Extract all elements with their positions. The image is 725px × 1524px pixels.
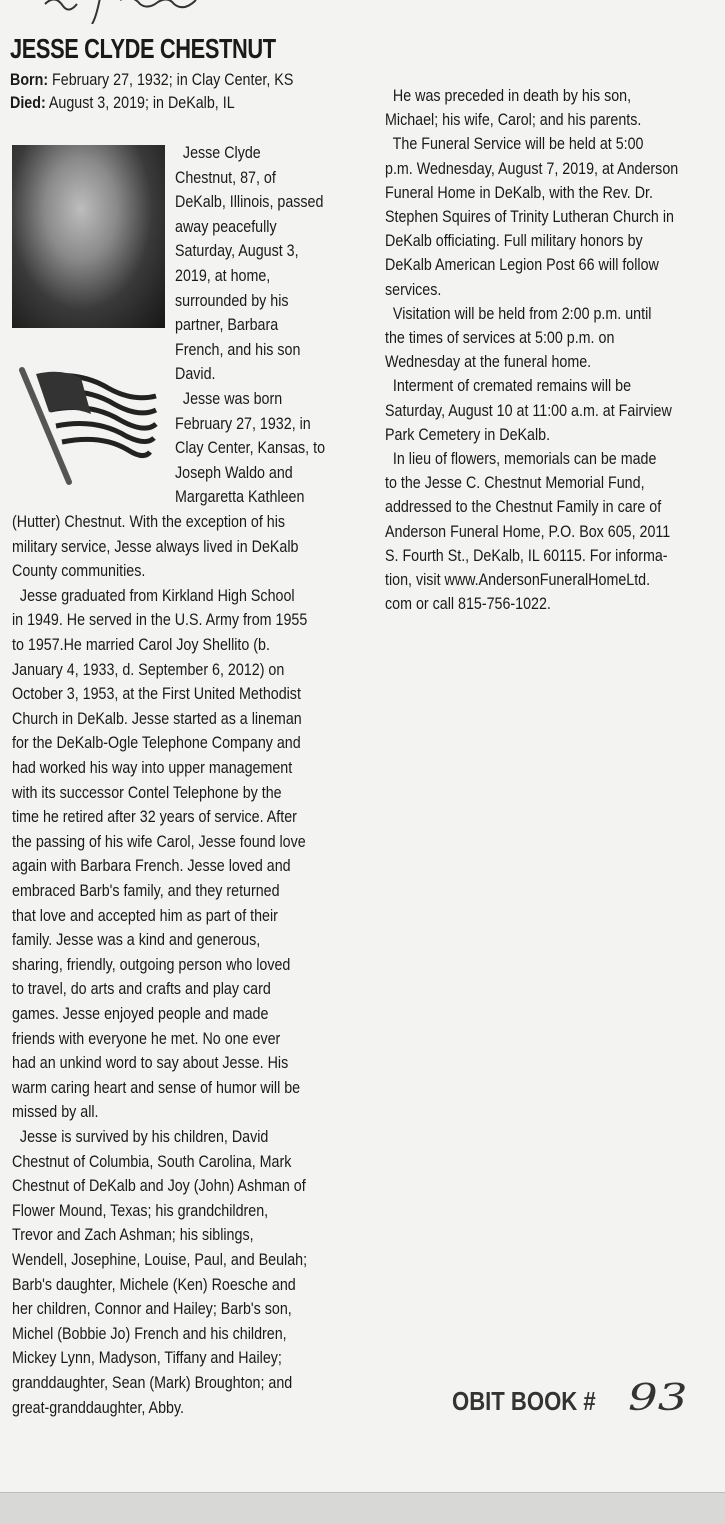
text-line: the passing of his wife Carol, Jesse found love xyxy=(12,831,306,851)
text-line: addressed to the Chestnut Family in care of xyxy=(385,497,662,517)
text-line: 2019, at home, xyxy=(175,266,271,285)
text-line: (Hutter) Chestnut. With the exception of his xyxy=(12,512,286,531)
text-line: In lieu of flowers, memorials can be made xyxy=(385,449,657,468)
text-line: Trevor and Zach Ashman; his siblings, xyxy=(12,1225,254,1245)
text-line: Stephen Squires of Trinity Lutheran Church in xyxy=(385,207,674,226)
text-line: County communities. xyxy=(12,561,146,581)
text-line: DeKalb American Legion Post 66 will follow xyxy=(385,255,659,275)
text-line: granddaughter, Sean (Mark) Broughton; and xyxy=(12,1373,293,1392)
text-line: David. xyxy=(175,364,216,384)
text-line: surrounded by his xyxy=(175,290,289,310)
text-line: Wendell, Josephine, Louise, Paul, and Beulah; xyxy=(12,1250,308,1269)
handwritten-scribble xyxy=(40,0,300,24)
text-line: French, and his son xyxy=(175,339,301,359)
text-line: again with Barbara French. Jesse loved and xyxy=(12,856,291,876)
text-line: Park Cemetery in DeKalb. xyxy=(385,424,551,444)
text-line: warm caring heart and sense of humor will be xyxy=(12,1077,301,1097)
text-line: Flower Mound, Texas; his grandchildren, xyxy=(12,1200,269,1220)
text-line: had an unkind word to say about Jesse. His xyxy=(12,1053,289,1073)
text-line: embraced Barb's family, and they returned xyxy=(12,881,280,900)
text-line: Saturday, August 3, xyxy=(175,241,299,261)
text-line: military service, Jesse always lived in DeKalb xyxy=(12,536,299,556)
text-line: Interment of cremated remains will be xyxy=(385,376,632,396)
text-line: that love and accepted him as part of their xyxy=(12,905,278,925)
text-line: to travel, do arts and crafts and play card xyxy=(12,979,271,999)
text-line: Saturday, August 10 at 11:00 a.m. at Fairview xyxy=(385,400,672,420)
text-line: to the Jesse C. Chestnut Memorial Fund, xyxy=(385,473,645,493)
text-line: January 4, 1933, d. September 6, 2012) on xyxy=(12,659,285,679)
text-line: S. Fourth St., DeKalb, IL 60115. For informa- xyxy=(385,545,668,565)
text-line: p.m. Wednesday, August 7, 2019, at Anderson xyxy=(385,158,679,178)
portrait-photo xyxy=(12,145,165,328)
text-line: had worked his way into upper management xyxy=(12,758,293,777)
text-line: He was preceded in death by his son, xyxy=(385,86,632,105)
text-line: games. Jesse enjoyed people and made xyxy=(12,1004,269,1023)
text-line: October 3, 1953, at the First United Methodist xyxy=(12,684,301,704)
text-line: DeKalb, Illinois, passed xyxy=(175,192,324,212)
text-line: Visitation will be held from 2:00 p.m. until xyxy=(385,303,652,323)
text-line: missed by all. xyxy=(12,1102,99,1122)
text-line: for the DeKalb-Ogle Telephone Company and xyxy=(12,733,301,753)
text-line: Anderson Funeral Home, P.O. Box 605, 2011 xyxy=(385,521,671,541)
text-line: services. xyxy=(385,279,442,299)
obit-book-label: OBIT BOOK # xyxy=(452,1386,596,1416)
text-line: Michel (Bobbie Jo) French and his children, xyxy=(12,1323,287,1343)
obit-book-number: 93 xyxy=(628,1378,688,1419)
text-line: family. Jesse was a kind and generous, xyxy=(12,930,261,950)
text-line: Jesse was born xyxy=(175,389,283,408)
text-line: Chestnut of Columbia, South Carolina, Mark xyxy=(12,1151,292,1171)
born-value: February 27, 1932; in Clay Center, KS xyxy=(48,70,294,89)
obituary-name: JESSE CLYDE CHESTNUT xyxy=(10,33,276,64)
text-line: partner, Barbara xyxy=(175,315,279,335)
text-line: her children, Connor and Hailey; Barb's son, xyxy=(12,1299,292,1319)
text-line: in 1949. He served in the U.S. Army from 1955 xyxy=(12,610,308,630)
text-line: with its successor Contel Telephone by the xyxy=(12,782,282,802)
text-line: the times of services at 5:00 p.m. on xyxy=(385,328,615,347)
text-line: Chestnut of DeKalb and Joy (John) Ashman of xyxy=(12,1176,306,1196)
text-line: to 1957.He married Carol Joy Shellito (b. xyxy=(12,635,270,654)
text-line: Jesse is survived by his children, David xyxy=(12,1127,269,1146)
text-line: Funeral Home in DeKalb, with the Rev. Dr. xyxy=(385,182,653,202)
text-line: great-granddaughter, Abby. xyxy=(12,1397,185,1417)
died-line xyxy=(10,93,235,113)
text-line: Church in DeKalb. Jesse started as a lineman xyxy=(12,708,302,728)
text-line: com or call 815-756-1022. xyxy=(385,594,551,614)
died-label: Died: xyxy=(10,93,46,112)
text-line: Joseph Waldo and xyxy=(175,462,293,482)
born-label: Born: xyxy=(10,70,49,89)
american-flag-icon xyxy=(14,360,159,490)
text-line: Barb's daughter, Michele (Ken) Roesche and xyxy=(12,1274,296,1294)
died-value: August 3, 2019; in DeKalb, IL xyxy=(45,93,235,112)
text-line: Jesse Clyde xyxy=(175,143,261,162)
scan-bottom-edge xyxy=(0,1492,725,1524)
text-line: February 27, 1932, in xyxy=(175,413,311,433)
text-line: friends with everyone he met. No one ever xyxy=(12,1028,281,1048)
text-line: Jesse graduated from Kirkland High School xyxy=(12,585,295,605)
text-line: sharing, friendly, outgoing person who loved xyxy=(12,954,291,974)
text-line: Michael; his wife, Carol; and his parents. xyxy=(385,110,642,130)
text-line: DeKalb officiating. Full military honors by xyxy=(385,231,643,251)
text-line: tion, visit www.AndersonFuneralHomeLtd. xyxy=(385,570,651,589)
text-line: time he retired after 32 years of service. After xyxy=(12,807,297,827)
text-line: The Funeral Service will be held at 5:00 xyxy=(385,134,644,154)
text-line: Margaretta Kathleen xyxy=(175,487,305,507)
text-line: Chestnut, 87, of xyxy=(175,167,276,187)
born-line xyxy=(10,70,293,90)
text-line: Clay Center, Kansas, to xyxy=(175,438,326,458)
text-line: Mickey Lynn, Madyson, Tiffany and Hailey; xyxy=(12,1348,282,1368)
text-line: away peacefully xyxy=(175,216,277,236)
text-line: Wednesday at the funeral home. xyxy=(385,352,592,372)
